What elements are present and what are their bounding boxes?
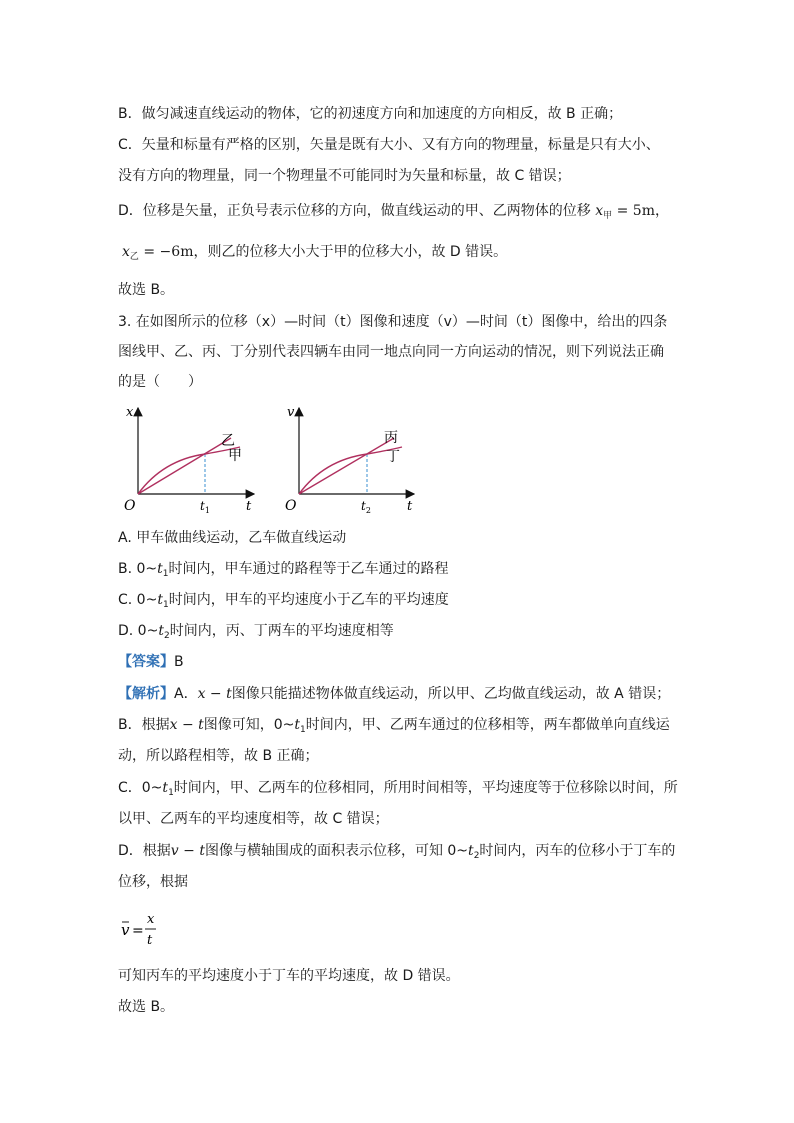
option-b-t: t (157, 561, 163, 577)
option-b (118, 559, 449, 584)
option-d-t: t (158, 623, 164, 639)
vt-origin-label: O (285, 498, 297, 514)
xt-tick-label: $t_1$ (200, 499, 210, 515)
prev-d-text: D．位移是矢量，正负号表示位移的方向，做直线运动的甲、乙两物体的位移 (118, 203, 591, 219)
analysis-b-prefix: B．根据 (118, 717, 170, 733)
analysis-b-sub: 1 (300, 725, 306, 735)
prev-option-b-explanation: B．做匀减速直线运动的物体，它的初速度方向和加速度的方向相反，故 B 正确； (118, 106, 623, 122)
prev-option-d-explanation-line2 (122, 242, 507, 267)
x-jia-symbol: x (595, 203, 604, 219)
question-line3: 的是（ ） (118, 374, 202, 390)
x-yi-subscript: 乙 (129, 252, 139, 262)
option-c-t: t (157, 592, 163, 608)
vt-label-bing: 丙 (384, 430, 398, 446)
analysis-a-text: 图像只能描述物体做直线运动，所以甲、乙均做直线运动，故 A 错误； (231, 686, 671, 702)
comma: ， (654, 203, 669, 219)
vt-label-ding: 丁 (386, 449, 400, 465)
analysis-c-line2: 以甲、乙两车的平均速度相等，故 C 错误； (118, 811, 389, 827)
analysis-b-mid: 图像可知，0~ (203, 717, 295, 733)
xt-label-jia: 甲 (228, 448, 242, 464)
analysis-c-t: t (162, 780, 169, 796)
prev-option-c-explanation-line2: 没有方向的物理量，同一个物理量不可能同时为矢量和标量，故 C 错误； (118, 168, 571, 184)
analysis-c-sub: 1 (168, 788, 174, 798)
formula-numerator: x (147, 912, 155, 927)
option-d-text: 时间内，丙、丁两车的平均速度相等 (169, 623, 394, 639)
option-c-prefix: C. 0~ (118, 592, 158, 608)
analysis-b-t: t (294, 717, 301, 733)
xt-graph (124, 405, 254, 515)
analysis-d-prefix: D．根据 (118, 843, 171, 859)
formula-v: v (121, 921, 130, 939)
prev-choose-answer: 故选 B。 (118, 282, 175, 298)
xt-origin-label: O (124, 498, 136, 514)
analysis-choose-answer: 故选 B。 (118, 999, 175, 1015)
question-graphs (118, 402, 428, 520)
analysis-d-line1 (118, 841, 675, 866)
option-d-prefix: D. 0~ (118, 623, 159, 639)
analysis-a-math: x − t (197, 686, 232, 702)
prev-option-d-explanation-line1 (118, 201, 669, 226)
vt-tick-label: $t_2$ (361, 499, 371, 515)
analysis-conclusion: 可知丙车的平均速度小于丁车的平均速度，故 D 错误。 (118, 968, 460, 984)
analysis-tag: 【解析】 (118, 686, 174, 702)
analysis-d-text: 时间内，丙车的位移小于丁车的 (479, 843, 676, 859)
analysis-c-text: 时间内，甲、乙两车的位移相同，所用时间相等，平均速度等于位移除以时间，所 (173, 780, 678, 796)
vt-graph (285, 405, 414, 515)
analysis-c-line1 (118, 778, 678, 803)
option-b-text: 时间内，甲车通过的路程等于乙车通过的路程 (168, 561, 449, 577)
vt-curve-bing (299, 438, 394, 494)
question-line1: 3. 在如图所示的位移（x）—时间（t）图像和速度（v）—时间（t）图像中，给出的四条 (118, 314, 668, 330)
analysis-d-t: t (468, 843, 474, 859)
vt-y-label: v (287, 405, 295, 420)
option-b-sub: 1 (162, 569, 169, 579)
answer-line (118, 652, 184, 672)
analysis-a-prefix: A． (174, 686, 198, 702)
xt-y-label: x (126, 405, 134, 420)
option-c-text: 时间内，甲车的平均速度小于乙车的平均速度 (168, 592, 449, 608)
formula-denominator: t (147, 933, 153, 948)
x-yi-symbol: x (122, 244, 130, 260)
prev-option-c-explanation-line1: C．矢量和标量有严格的区别，矢量是既有大小、又有方向的物理量，标量是只有大小、 (118, 137, 660, 153)
x-jia-value: = 5m (616, 203, 655, 219)
option-b-prefix: B. 0~ (118, 561, 158, 577)
xt-curve-yi (138, 438, 231, 494)
xt-label-yi: 乙 (221, 433, 235, 449)
xt-curve-jia (138, 447, 240, 494)
option-a: A. 甲车做曲线运动，乙车做直线运动 (118, 530, 347, 546)
x-jia-subscript: 甲 (603, 211, 613, 221)
vt-x-label: t (407, 499, 413, 514)
analysis-b-text: 时间内，甲、乙两车通过的位移相等，两车都做单向直线运 (305, 717, 670, 733)
answer-tag: 【答案】 (118, 654, 174, 670)
analysis-d-line2: 位移，根据 (118, 874, 188, 890)
analysis-c-prefix: C．0~ (118, 780, 163, 796)
option-d-sub: 2 (163, 631, 170, 641)
analysis-d-mid: 图像与横轴围成的面积表示位移，可知 0~ (204, 843, 469, 859)
analysis-b-math: x − t (169, 717, 204, 733)
formula-eq: = (132, 923, 144, 939)
analysis-b-line2: 动，所以路程相等，故 B 正确； (118, 748, 319, 764)
analysis-a (118, 684, 670, 704)
x-yi-value: = −6m (143, 244, 194, 260)
prev-d-conclusion: ，则乙的位移大小大于甲的位移大小，故 D 错误。 (193, 244, 508, 260)
xt-x-label: t (246, 499, 252, 514)
analysis-b-line1 (118, 715, 670, 740)
option-d (118, 621, 394, 646)
average-velocity-formula (118, 908, 178, 948)
option-c-sub: 1 (162, 600, 169, 610)
answer-value: B (174, 654, 184, 670)
option-c (118, 590, 449, 615)
question-line2: 图线甲、乙、丙、丁分别代表四辆车由同一地点向同一方向运动的情况，则下列说法正确 (118, 344, 664, 360)
analysis-d-sub: 2 (473, 851, 480, 861)
analysis-d-math: v − t (170, 843, 205, 859)
